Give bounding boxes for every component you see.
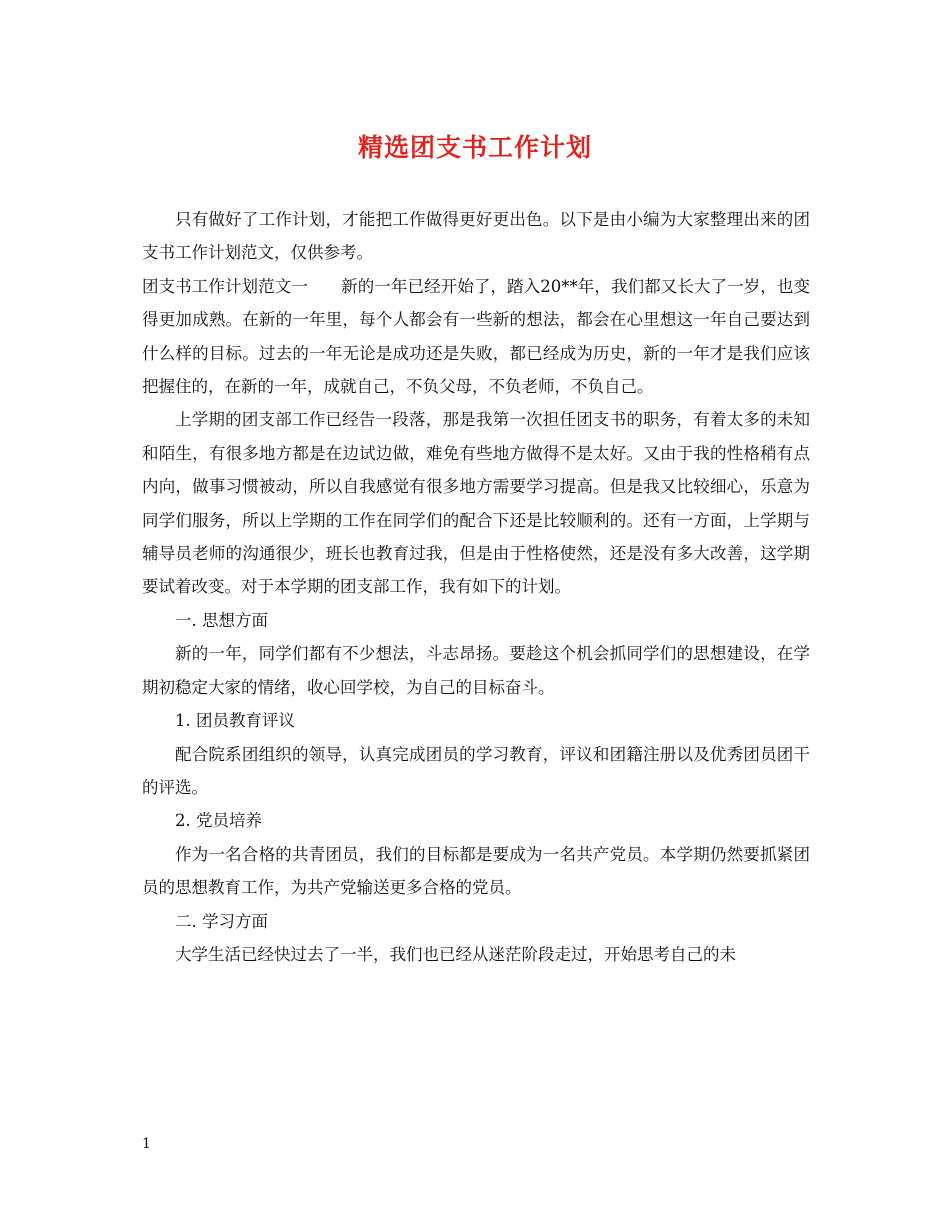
paragraph-member-evaluation: 配合院系团组织的领导，认真完成团员的学习教育，评议和团籍注册以及优秀团员团干的评选。 [142,744,810,797]
paragraph-party-training: 作为一名合格的共青团员，我们的目标都是要成为一名共产党员。本学期仍然要抓紧团员的思想教育工作，为共产党输送更多合格的党员。 [142,844,810,898]
paragraph-intro: 只有做好了工作计划，才能把工作做得更好更出色。以下是由小编为大家整理出来的团支书工作计划范文，仅供参考。 [142,210,810,263]
paragraph-last-semester: 上学期的团支部工作已经告一段落，那是我第一次担任团支书的职务，有着太多的未知和陌生，有很多地方都是在边试边做，难免有些地方做得不是太好。又由于我的性格稍有点内向，做事习惯被动，所以自我感觉有很多地方需要学习提高。但是我又比较细心，乐意为同学们服务，所以上学期的工作在同学们的配合下还是比较顺利的。还有一方面，上学期与辅导员老师的沟通很少，班长也教育过我，但是由于性格使然，还是没有多大改善，这学期要试着改变。对于本学期的团支部工作，我有如下的计划。 [142,410,810,597]
paragraph-sample-one: 团支书工作计划范文一 新的一年已经开始了，踏入20**年，我们都又长大了一岁，也变得更加成熟。在新的一年里，每个人都会有一些新的想法，都会在心里想这一年自己要达到什么样的目标。过去的一年无论是成功还是失败，都已经成为历史，新的一年才是我们应该把握住的，在新的一年，成就自己，不负父母，不负老师，不负自己。 [142,276,810,397]
paragraph-study: 大学生活已经快过去了一半，我们也已经从迷茫阶段走过，开始思考自己的未 [175,944,736,964]
section-heading-study: 二. 学习方面 [175,911,268,931]
document-body [142,203,810,971]
subheading-member-evaluation: 1. 团员教育评议 [175,711,295,731]
section-heading-thought: 一. 思想方面 [175,610,268,630]
page-number: 1 [142,1136,151,1152]
paragraph-thought: 新的一年，同学们都有不少想法，斗志昂扬。要趁这个机会抓同学们的思想建设，在学期初稳定大家的情绪，收心回学校，为自己的目标奋斗。 [142,644,810,697]
document-title: 精选团支书工作计划 [357,133,592,162]
subheading-party-training: 2. 党员培养 [175,811,262,831]
